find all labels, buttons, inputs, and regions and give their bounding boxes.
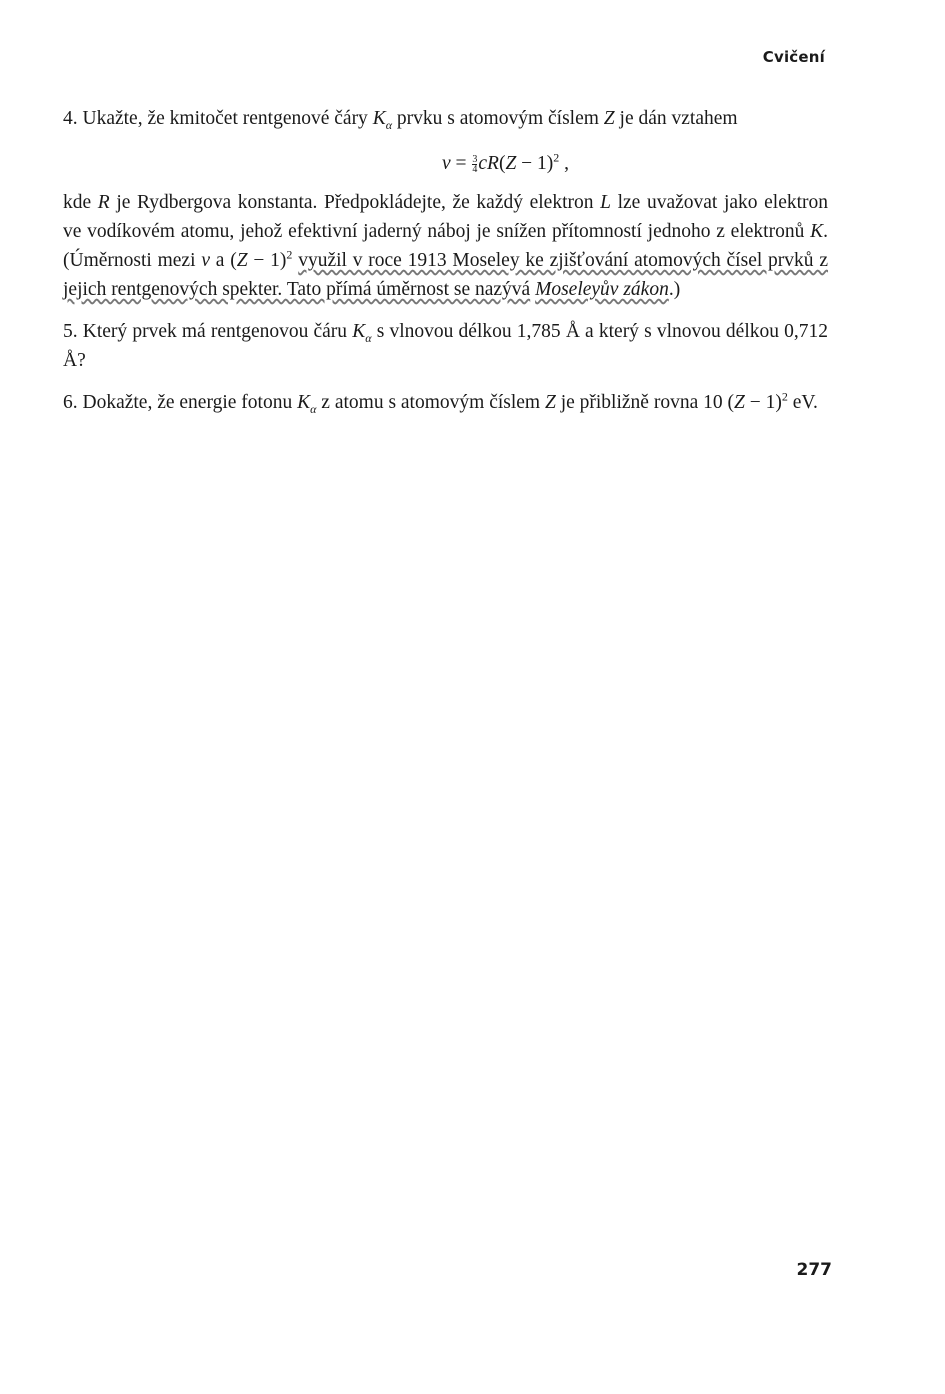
exercise-6: 6. Dokažte, že energie fotonu $K_\alpha$ z atomu s atomovým číslem Z je přibližně rovna 10 $(Z - 1)^2$ eV. [63,389,818,416]
annotated-passage: využil v roce 1913 Moseley ke zjišťování atomových čísel prvků z jejich rentgenových spekter. Tato přímá úměrnost se nazývá [63,250,829,300]
exercise-4: 4. Ukažte, že kmitočet rentgenové čáry $K_\alpha$ prvku s atomovým číslem Z je dán vztahem [63,108,738,132]
symbol-k-alpha: $K_\alpha$ [352,321,372,345]
running-head: Cvičení [762,48,825,66]
moseley-formula: ν = $\frac{3}{4}$ $cR(Z - 1)^2$ , [441,150,570,176]
exercise-4-continued: kde R je Rydbergova konstanta. Předpokládejte, že každý elektron L lze uvažovat jako elektron ve vodíkovém atomu, jehož efektivní jaderný náboj je snížen přítomností jednoho z elektronů K. (Úměrnosti mezi ν a $(Z - 1)^2$ využil v roce 1913 Moseley ke zjišťování atomových čísel prvků z jejich rentgenových spekter. Tato přímá úměrnost se nazývá Moseleyův zákon.) [63,192,829,300]
page-content [63,104,828,430]
fraction-three-quarters: $\frac{3}{4}$ [472,154,478,176]
moseley-law-term: Moseleyův zákon [535,279,669,300]
symbol-k-alpha: $K_\alpha$ [297,392,317,416]
page-number: 277 [796,1260,832,1280]
symbol-z: Z [603,108,615,129]
exercise-5: 5. Který prvek má rentgenovou čáru $K_\alpha$ s vlnovou délkou 1,785 Å a který s vlnovou délkou 0,712 Å? [63,321,829,371]
symbol-k: $K_\alpha$ [372,108,393,132]
